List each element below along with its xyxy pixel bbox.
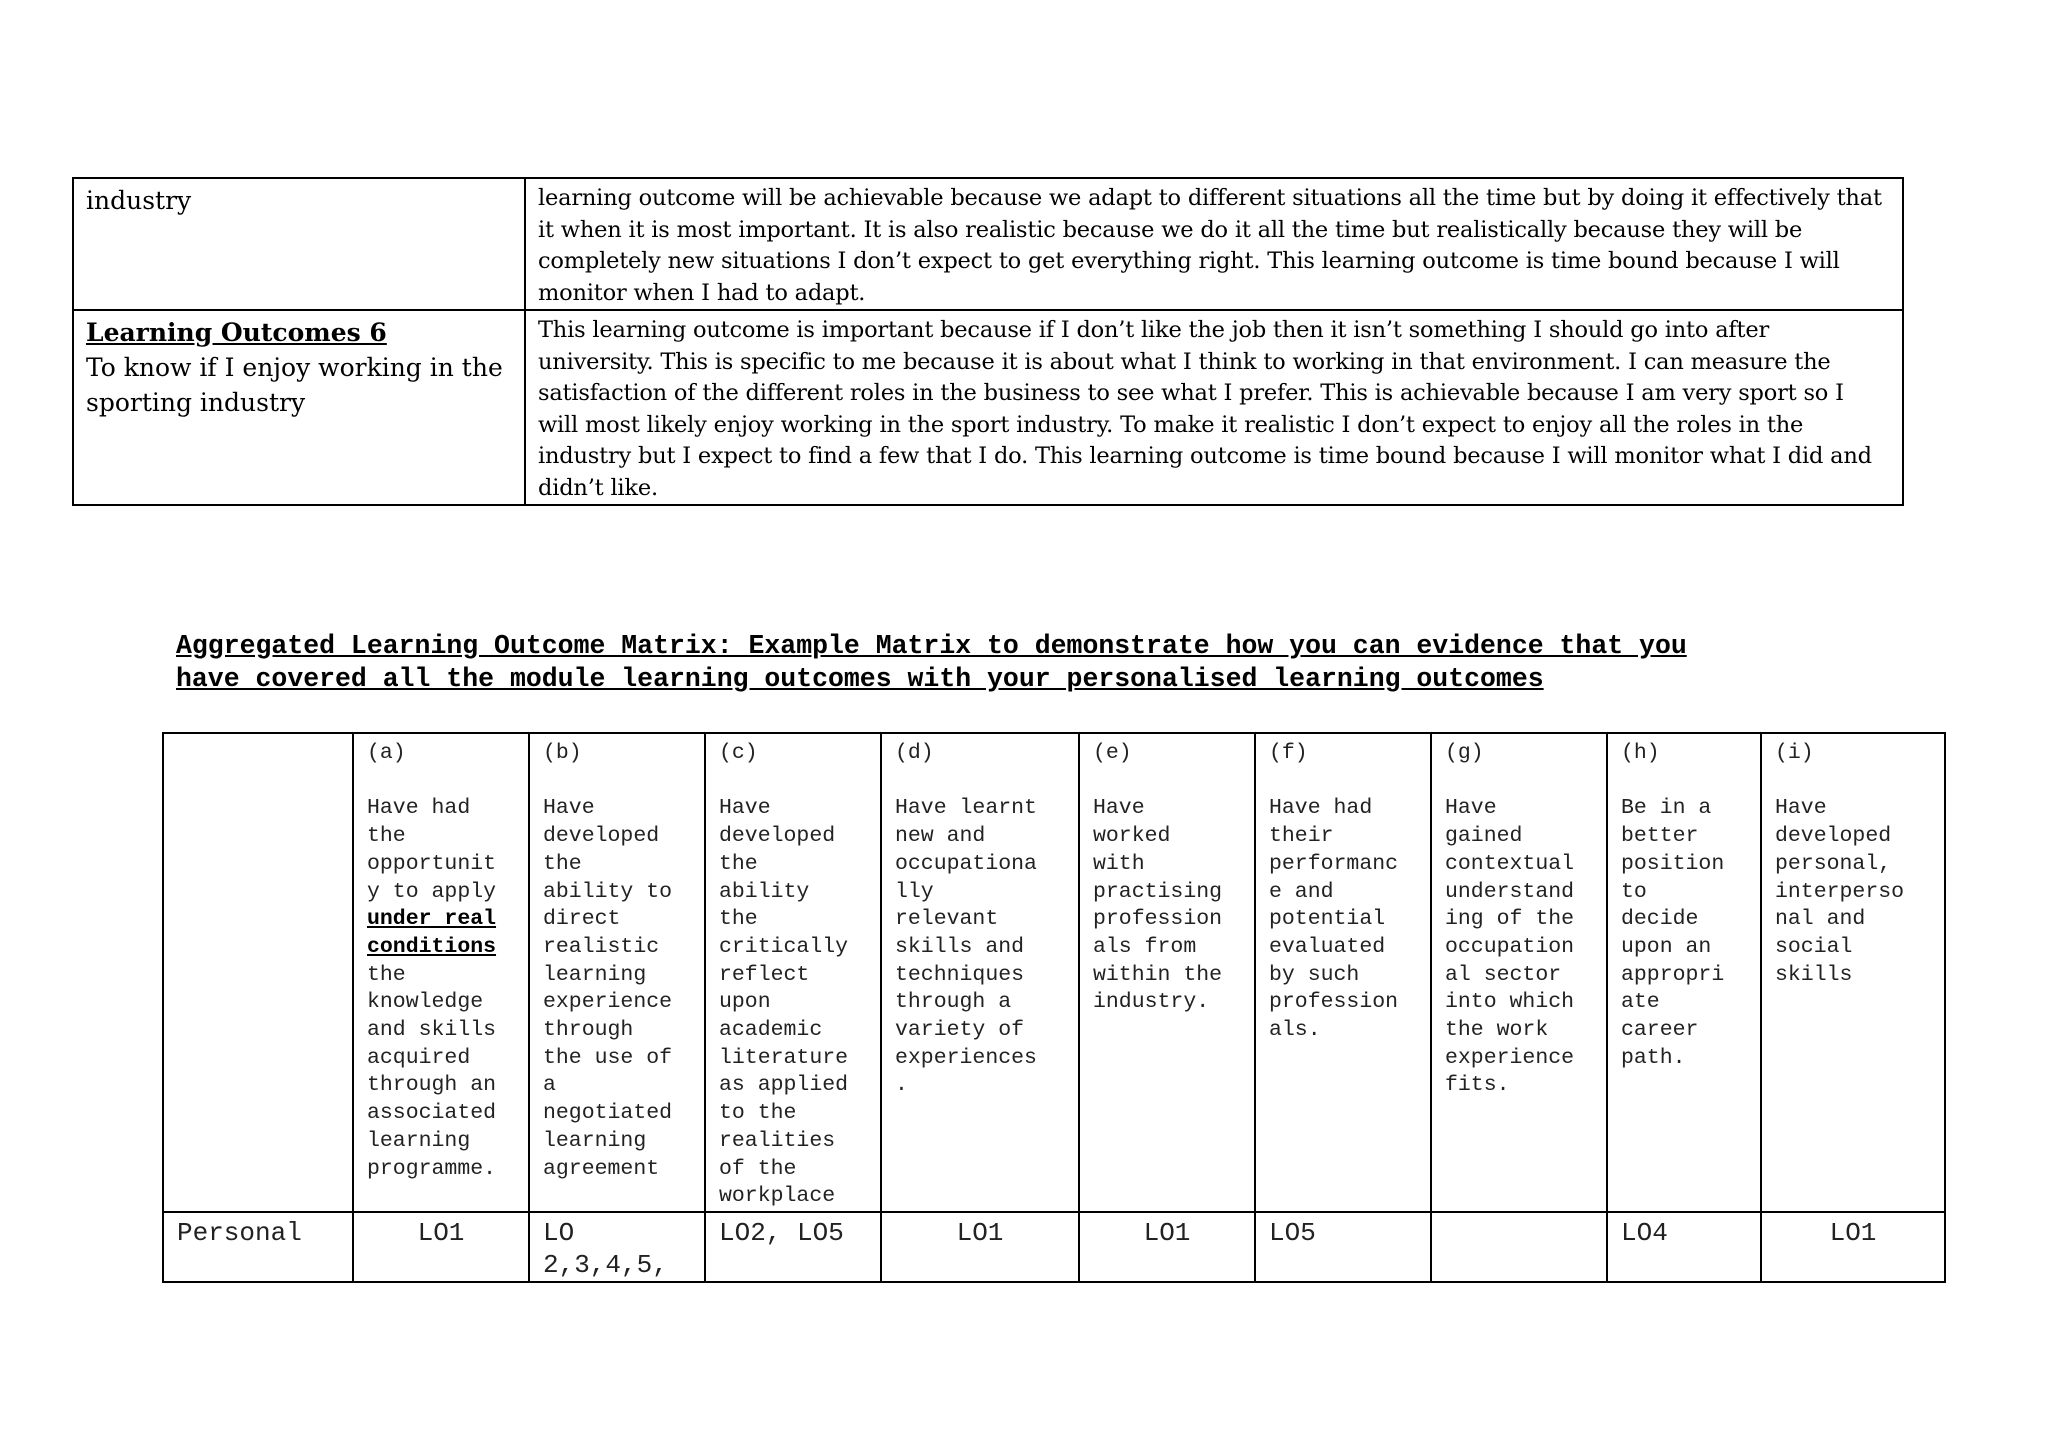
rationale-text: learning outcome will be achievable because we adapt to different situations all the time but by doing it effectively that it when it is most important. It is also realistic because we do it all the time but realistically because they will be completely new situations I don’t expect to get everything right. This learning outcome is time bound because I will monitor when I had to adapt. [538, 185, 1882, 306]
matrix-value-i: LO1 [1761, 1212, 1945, 1282]
column-letter: (g) [1445, 741, 1484, 765]
table-row [73, 178, 1903, 310]
column-letter: (d) [895, 741, 934, 765]
column-description: Have developed the ability the critically reflect upon academic literature as applied to the realities of the workplace [719, 796, 849, 1209]
row-label: Personal [163, 1212, 353, 1282]
column-description: Have developed the ability to direct realistic learning experience through the use of a negotiated learning agreement [543, 796, 673, 1181]
matrix-title-line-1: Aggregated Learning Outcome Matrix: Example Matrix to demonstrate how you can evidence that you [176, 631, 1687, 661]
column-description: Have learnt new and occupationa lly relevant skills and techniques through a variety of experiences . [895, 796, 1037, 1098]
column-description: Be in a better position to decide upon an appropri ate career path. [1621, 796, 1725, 1070]
rationale-cell [525, 310, 1903, 505]
matrix-value-e: LO1 [1079, 1212, 1255, 1282]
column-description: Have worked with practising profession als from within the industry. [1093, 796, 1223, 1015]
column-letter: (i) [1775, 741, 1814, 765]
column-letter: (c) [719, 741, 758, 765]
matrix-value-d: LO1 [881, 1212, 1079, 1282]
column-description: Have gained contextual understand ing of the occupation al sector into which the work experience fits. [1445, 796, 1575, 1098]
column-letter: (h) [1621, 741, 1660, 765]
matrix-title-line-2: have covered all the module learning outcomes with your personalised learning outcomes [176, 664, 1544, 694]
outcome-cell [73, 178, 525, 310]
column-letter: (b) [543, 741, 582, 765]
column-description-end: the knowledge and skills acquired through an associated learning programme. [367, 962, 497, 1181]
table-row [73, 310, 1903, 505]
learning-outcomes-table [72, 177, 1904, 506]
outcome-text: industry [86, 186, 192, 215]
learning-outcome-matrix [162, 732, 1946, 1283]
matrix-corner-cell [163, 733, 353, 1212]
outcome-heading: Learning Outcomes 6 [86, 318, 387, 347]
outcome-text: To know if I enjoy working in the sporting industry [86, 353, 503, 417]
matrix-column-e [1079, 733, 1255, 1212]
matrix-value-c: LO2, LO5 [705, 1212, 881, 1282]
matrix-column-f [1255, 733, 1431, 1212]
column-description-emphasis: under real conditions [367, 907, 497, 959]
column-description: Have developed personal, interperso nal and social skills [1775, 796, 1905, 987]
matrix-value-row [163, 1212, 1945, 1282]
matrix-value-a: LO1 [353, 1212, 529, 1282]
matrix-column-h [1607, 733, 1761, 1212]
matrix-value-h: LO4 [1607, 1212, 1761, 1282]
matrix-column-c [705, 733, 881, 1212]
matrix-column-a [353, 733, 529, 1212]
matrix-column-b [529, 733, 705, 1212]
column-description-start: Have had the opportunit y to apply [367, 796, 497, 904]
column-letter: (a) [367, 741, 406, 765]
matrix-value-g [1431, 1212, 1607, 1282]
matrix-column-g [1431, 733, 1607, 1212]
rationale-text: This learning outcome is important because if I don’t like the job then it isn’t something I should go into after university. This is specific to me because it is about what I think to working in that environment. I can measure the satisfaction of the different roles in the business to see what I prefer. This is achievable because I am very sport so I will most likely enjoy working in the sport industry. To make it realistic I don’t expect to enjoy all the roles in the industry but I expect to find a few that I do. This learning outcome is time bound because I will monitor what I did and didn’t like. [538, 317, 1872, 501]
matrix-column-d [881, 733, 1079, 1212]
matrix-value-f: LO5 [1255, 1212, 1431, 1282]
column-description: Have had their performanc e and potential evaluated by such profession als. [1269, 796, 1399, 1043]
rationale-cell [525, 178, 1903, 310]
matrix-column-i [1761, 733, 1945, 1212]
column-letter: (e) [1093, 741, 1132, 765]
matrix-value-b: LO 2,3,4,5, [529, 1212, 705, 1282]
outcome-cell [73, 310, 525, 505]
matrix-header-row [163, 733, 1945, 1212]
matrix-title [176, 630, 1936, 696]
column-description [367, 795, 515, 1183]
column-letter: (f) [1269, 741, 1308, 765]
